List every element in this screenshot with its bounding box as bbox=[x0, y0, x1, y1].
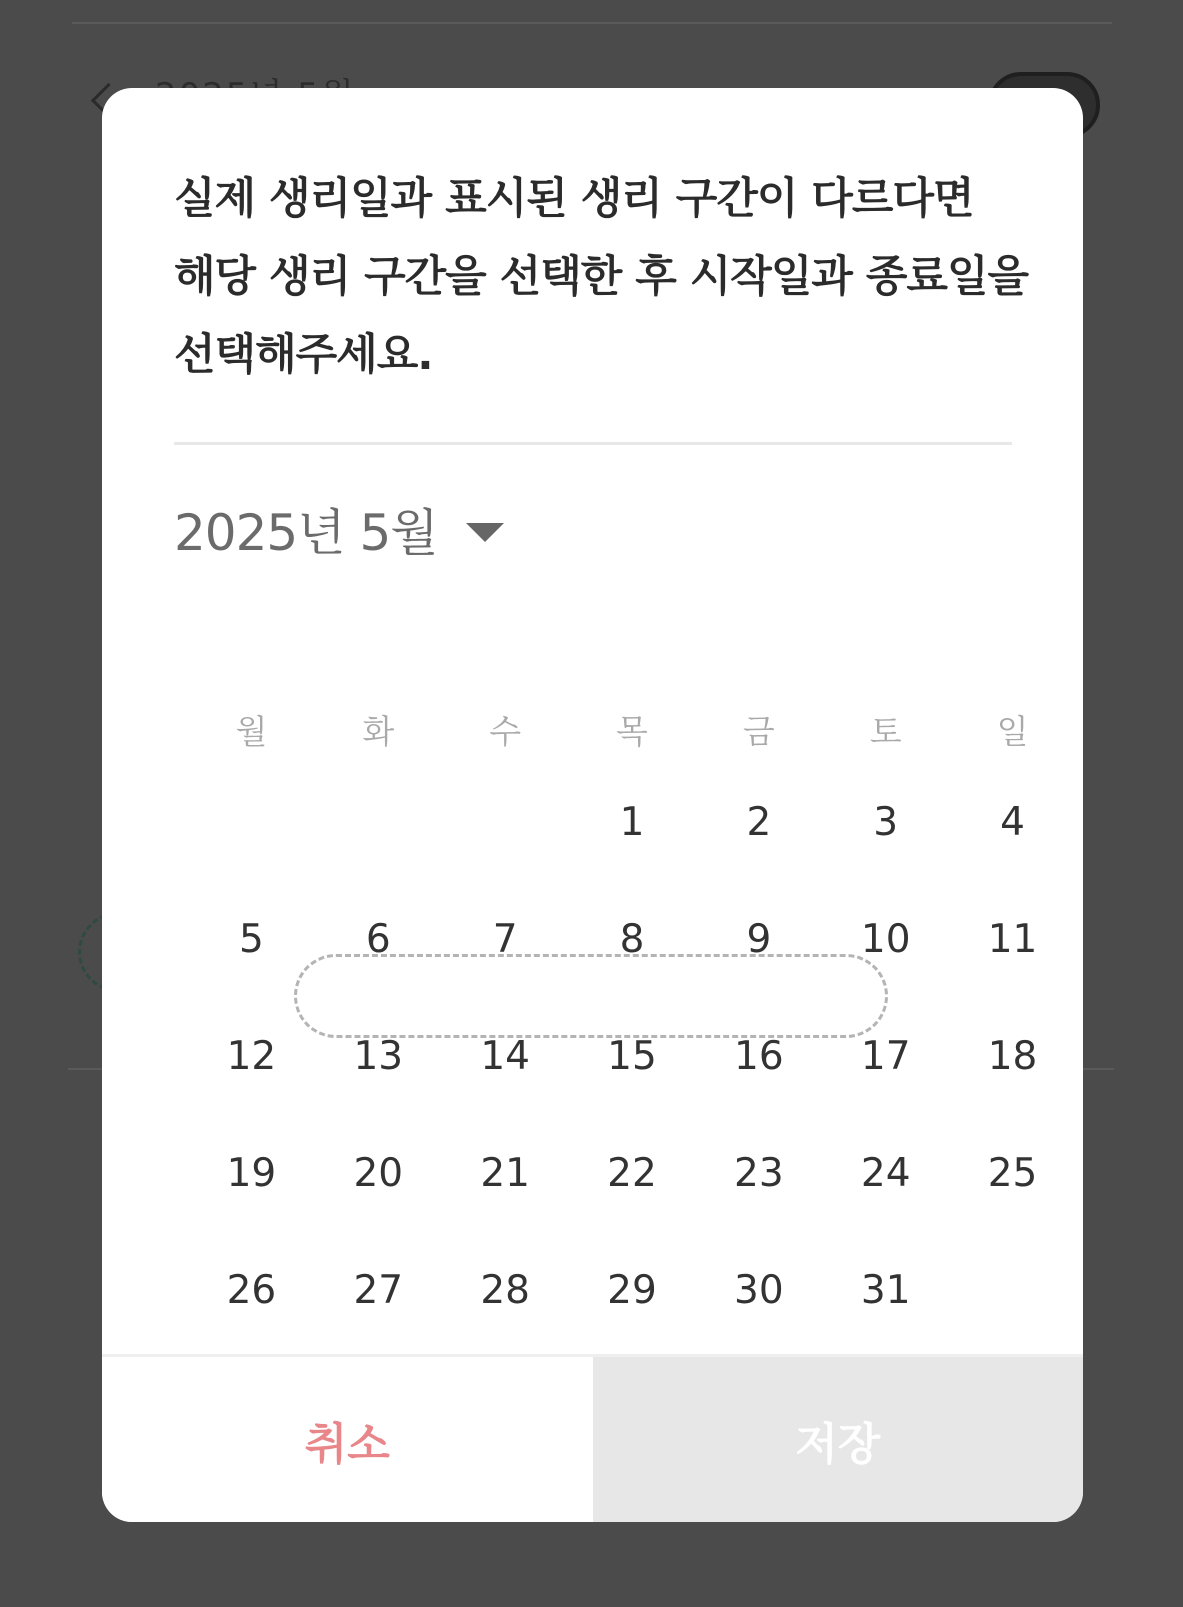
calendar-day[interactable]: 18 bbox=[987, 1034, 1038, 1079]
calendar-day[interactable]: 20 bbox=[353, 1151, 404, 1196]
calendar-empty-cell bbox=[442, 764, 569, 881]
calendar-day[interactable]: 22 bbox=[607, 1151, 657, 1196]
calendar-day[interactable]: 13 bbox=[353, 1034, 404, 1079]
weekday-label: 수 bbox=[489, 712, 522, 751]
calendar-day[interactable]: 23 bbox=[734, 1151, 784, 1196]
weekday-header bbox=[188, 706, 1076, 758]
calendar-empty-cell bbox=[188, 764, 315, 881]
calendar-day[interactable]: 10 bbox=[860, 917, 911, 962]
calendar-day[interactable]: 25 bbox=[987, 1151, 1038, 1196]
calendar-day[interactable]: 28 bbox=[480, 1268, 530, 1313]
calendar-day[interactable]: 8 bbox=[619, 917, 645, 962]
dialog-notice-text: 실제 생리일과 표시된 생리 구간이 다르다면 해당 생리 구간을 선택한 후 시작일과 종료일을 선택해주세요. bbox=[174, 174, 1029, 380]
calendar-empty-cell bbox=[315, 764, 442, 881]
save-button[interactable]: 저장 bbox=[593, 1357, 1084, 1522]
calendar-day[interactable]: 7 bbox=[492, 917, 518, 962]
calendar-day[interactable]: 21 bbox=[480, 1151, 530, 1196]
calendar-day[interactable]: 31 bbox=[860, 1268, 911, 1313]
caret-down-icon bbox=[466, 523, 504, 542]
weekday-label: 일 bbox=[996, 712, 1029, 751]
month-label: 2025년 5월 bbox=[174, 504, 438, 562]
weekday-label: 월 bbox=[235, 712, 268, 751]
calendar-day[interactable]: 15 bbox=[607, 1034, 657, 1079]
weekday-label: 토 bbox=[869, 712, 902, 751]
divider bbox=[174, 442, 1012, 445]
background-divider bbox=[72, 22, 1112, 24]
calendar-day[interactable]: 19 bbox=[226, 1151, 277, 1196]
calendar-grid bbox=[188, 764, 1076, 1349]
calendar-day[interactable]: 26 bbox=[226, 1268, 277, 1313]
calendar-day[interactable]: 29 bbox=[607, 1268, 657, 1313]
calendar-day[interactable]: 12 bbox=[226, 1034, 277, 1079]
weekday-label: 금 bbox=[742, 712, 775, 751]
calendar-day[interactable]: 16 bbox=[734, 1034, 784, 1079]
calendar-day[interactable]: 30 bbox=[734, 1268, 784, 1313]
calendar-day[interactable]: 6 bbox=[365, 917, 391, 962]
calendar-day[interactable]: 2 bbox=[746, 800, 772, 845]
month-selector[interactable] bbox=[174, 492, 504, 566]
edit-period-dialog bbox=[102, 88, 1083, 1522]
weekday-label: 화 bbox=[362, 712, 395, 751]
weekday-label: 목 bbox=[616, 712, 648, 751]
dialog-footer bbox=[102, 1354, 1083, 1522]
calendar-day[interactable]: 5 bbox=[239, 917, 264, 962]
cancel-button[interactable]: 취소 bbox=[102, 1357, 593, 1522]
calendar-day[interactable]: 4 bbox=[1000, 800, 1025, 845]
calendar-day[interactable]: 3 bbox=[873, 800, 899, 845]
calendar-day[interactable]: 1 bbox=[619, 800, 645, 845]
calendar-day[interactable]: 11 bbox=[987, 917, 1038, 962]
calendar-day[interactable]: 24 bbox=[860, 1151, 911, 1196]
calendar-day[interactable]: 9 bbox=[746, 917, 772, 962]
calendar-day[interactable]: 17 bbox=[860, 1034, 911, 1079]
calendar-day[interactable]: 14 bbox=[480, 1034, 530, 1079]
calendar-day[interactable]: 27 bbox=[353, 1268, 404, 1313]
